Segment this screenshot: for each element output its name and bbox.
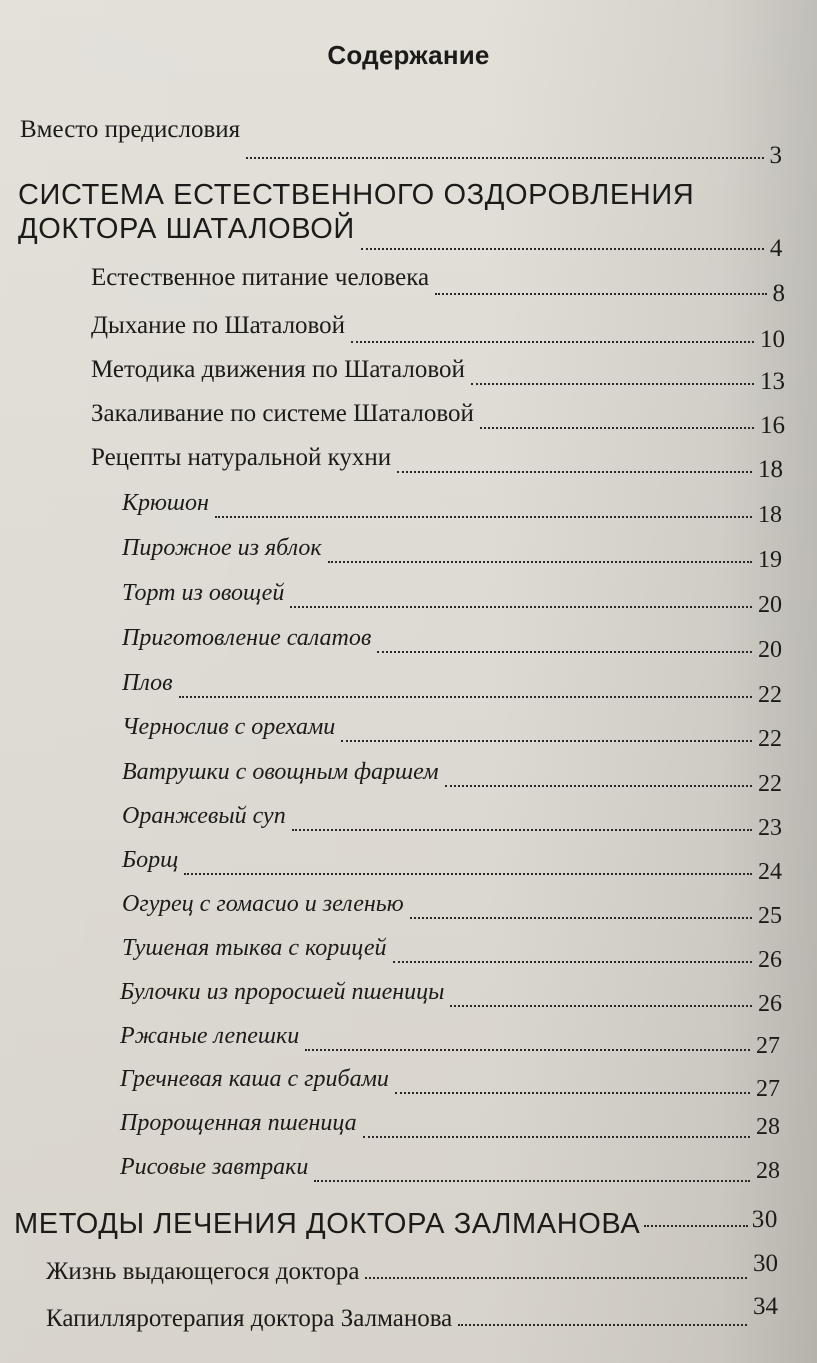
toc-entry-title: Торт из овощей: [122, 580, 285, 606]
toc-entry: [122, 714, 782, 752]
toc-entry-title: Вместо предисловия: [20, 116, 241, 143]
leader-dots: [410, 917, 752, 919]
toc-entry-page: 18: [758, 502, 782, 528]
toc-entry: [120, 1110, 780, 1140]
toc-entry-page: 27: [756, 1033, 780, 1059]
toc-entry-title: Дыхание по Шаталовой: [91, 312, 346, 339]
toc-entry: [120, 979, 782, 1017]
toc-entry: [122, 759, 782, 797]
toc-entry: [120, 1066, 780, 1102]
toc-entry: [91, 444, 783, 483]
toc-entry-page: 28: [756, 1114, 780, 1140]
toc-entry-page: 30: [753, 1250, 778, 1277]
leader-dots: [314, 1180, 750, 1182]
toc-entry-page: 28: [756, 1158, 780, 1184]
toc-entry-page: 18: [758, 456, 783, 483]
toc-entry-title: Ржаные лепешки: [120, 1023, 300, 1049]
toc-entry-page: 19: [758, 547, 782, 573]
leader-dots: [644, 1225, 747, 1227]
toc-entry-title: Булочки из проросшей пшеницы: [120, 979, 445, 1005]
leader-dots: [305, 1049, 750, 1051]
toc-entry-title: Огурец с гомасио и зеленью: [122, 891, 404, 917]
leader-dots: [351, 341, 754, 343]
toc-entry: [120, 1023, 780, 1059]
toc-section-entry: [18, 177, 798, 262]
leader-dots: [341, 740, 752, 742]
toc-entry-title: Рецепты натуральной кухни: [91, 444, 392, 471]
leader-dots: [471, 383, 754, 385]
toc-entry-title: Плов: [122, 670, 173, 696]
toc-entry-title: Методика движения по Шаталовой: [91, 356, 465, 383]
toc-entry-title: Крюшон: [122, 490, 209, 516]
leader-dots: [395, 1092, 750, 1094]
leader-dots: [246, 157, 763, 159]
leader-dots: [215, 516, 752, 518]
toc-entry-page: 13: [760, 368, 785, 395]
toc-entry-title: Закаливание по системе Шаталовой: [91, 400, 474, 427]
toc-entry-page: 25: [758, 903, 782, 929]
toc-entry: [20, 116, 782, 169]
leader-dots: [450, 1005, 752, 1007]
toc-entry-page: 20: [758, 592, 782, 618]
leader-dots: [363, 1136, 750, 1138]
leader-dots: [328, 561, 752, 563]
toc-entry: [91, 312, 785, 353]
toc-entry-page: 10: [760, 326, 785, 353]
toc-entry-title: Пророщенная пшеница: [120, 1110, 357, 1136]
toc-entry: [122, 847, 782, 885]
toc-entry-page: 3: [769, 142, 782, 169]
toc-entry: [122, 535, 782, 573]
toc-entry: [46, 1250, 778, 1286]
toc-entry-page: 20: [758, 637, 782, 663]
toc-entry: [122, 490, 782, 528]
toc-entry-page: 34: [753, 1293, 778, 1320]
toc-section-title-line1: СИСТЕМА ЕСТЕСТВЕННОГО ОЗДОРОВЛЕНИЯ: [18, 179, 695, 211]
toc-entry-page: 8: [772, 280, 785, 307]
toc-entry: [122, 935, 782, 973]
leader-dots: [445, 785, 752, 787]
leader-dots: [397, 471, 752, 473]
toc-entry: [122, 670, 782, 708]
leader-dots: [435, 293, 766, 295]
toc-entry-title: Жизнь выдающегося доктора: [46, 1258, 360, 1285]
leader-dots: [290, 606, 752, 608]
toc-entry: [122, 891, 782, 929]
toc-title: Содержание: [327, 40, 490, 70]
toc-entry-title: Пирожное из яблок: [122, 535, 322, 561]
toc-entry-title: Тушеная тыква с корицей: [122, 935, 387, 961]
toc-entry-page: 27: [756, 1076, 780, 1102]
leader-dots: [458, 1324, 747, 1326]
toc-entry-title: Ватрушки с овощным фаршем: [122, 759, 439, 785]
toc-entry-page: 26: [758, 947, 782, 973]
toc-entry-page: 22: [758, 682, 782, 708]
toc-entry: [122, 625, 782, 663]
toc-entry: [91, 356, 785, 395]
leader-dots: [184, 873, 752, 875]
toc-entry-page: 22: [758, 771, 782, 797]
toc-entry-title: Оранжевый суп: [122, 803, 286, 829]
toc-entry-title: Капилляротерапия доктора Залманова: [46, 1305, 453, 1332]
toc-entry: [122, 803, 782, 841]
toc-entry-title: Естественное питание человека: [91, 264, 430, 291]
toc-entry: [91, 400, 785, 439]
toc-entry-page: 30: [751, 1206, 778, 1233]
toc-entry-page: 4: [769, 235, 783, 262]
toc-section-title-line2: ДОКТОРА ШАТАЛОВОЙ: [18, 213, 355, 245]
toc-entry-title: Приготовление салатов: [122, 625, 372, 651]
toc-entry: [91, 264, 785, 307]
leader-dots: [361, 248, 764, 250]
toc-entry-title: Рисовые завтраки: [120, 1154, 309, 1180]
toc-entry-page: 22: [758, 726, 782, 752]
leader-dots: [377, 651, 752, 653]
toc-entry: [122, 580, 782, 618]
leader-dots: [179, 696, 752, 698]
toc-entry-page: 16: [760, 412, 785, 439]
leader-dots: [365, 1277, 747, 1279]
toc-entry-title: Чернослив с орехами: [122, 714, 336, 740]
leader-dots: [292, 829, 752, 831]
toc-section-line2: [18, 213, 783, 262]
toc-entry: [120, 1154, 780, 1184]
toc-entry-page: 26: [758, 991, 782, 1017]
toc-entry-title: Гречневая каша с грибами: [120, 1066, 389, 1092]
toc-section-title: МЕТОДЫ ЛЕЧЕНИЯ ДОКТОРА ЗАЛМАНОВА: [14, 1208, 641, 1240]
leader-dots: [480, 427, 754, 429]
toc-entry-page: 23: [758, 815, 782, 841]
toc-entry-page: 24: [758, 859, 782, 885]
toc-entry-title: Борщ: [122, 847, 179, 873]
toc-section-entry: [14, 1208, 778, 1241]
toc-entry: [46, 1293, 778, 1333]
leader-dots: [393, 961, 752, 963]
